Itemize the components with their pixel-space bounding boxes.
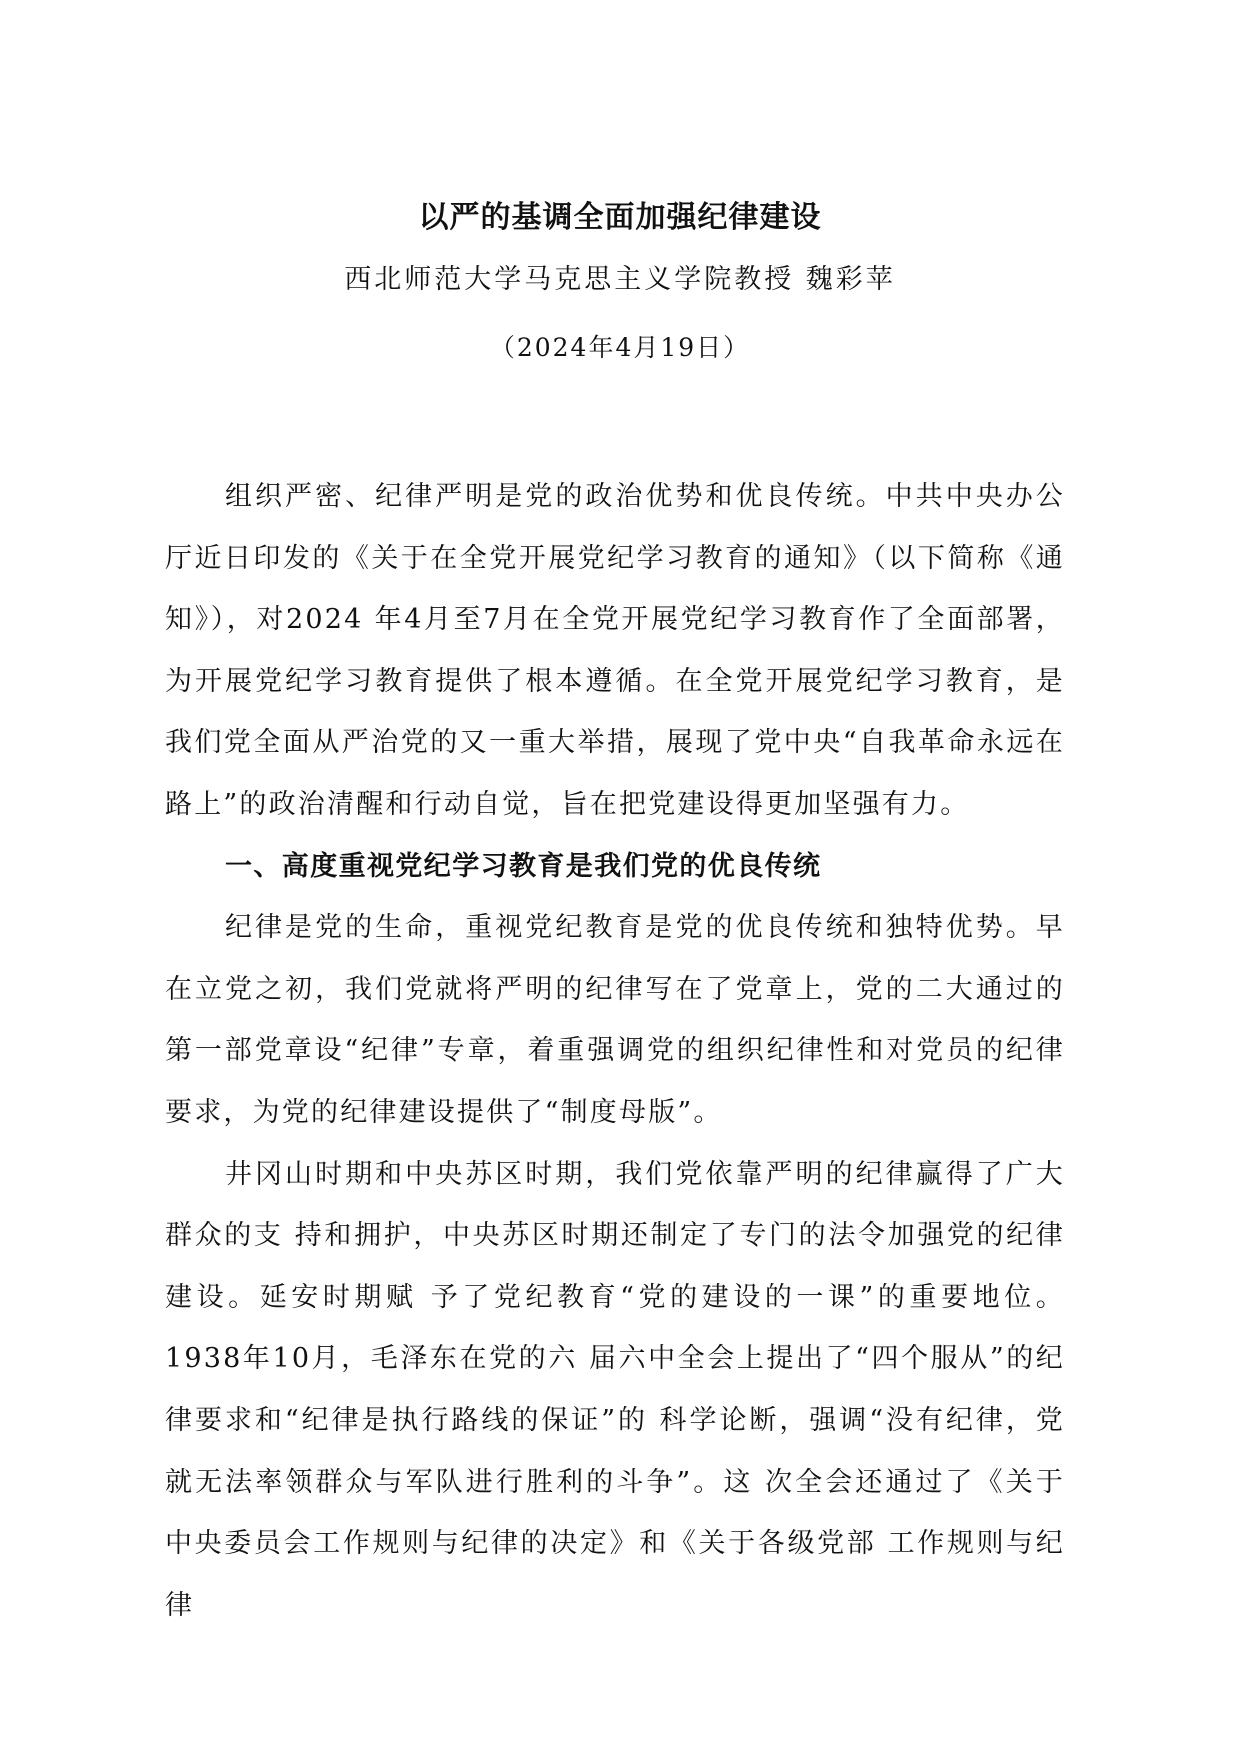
section-heading-1: 一、高度重视党纪学习教育是我们党的优良传统 bbox=[225, 850, 822, 882]
paragraph-intro: 组织严密、纪律严明是党的政治优势和优良传统。中共中央办公厅近日印发的《关于在全党开展党纪学习教育的通知》（以下简称《通知》），对2024 年4月至7月在全党开展党纪学习教育作了全面部署，为开展党纪学习教育提供了根本遵循。在全党开展党纪学习教育，是我们党全面从严治党的又一重大举措，展现了党中央“自我革命永远在路上”的政治清醒和行动自觉，旨在把党建设得更加坚强有力。 bbox=[165, 481, 1065, 820]
paragraph-history: 井冈山时期和中央苏区时期，我们党依靠严明的纪律赢得了广大群众的支 持和拥护，中央苏区时期还制定了专门的法令加强党的纪律建设。延安时期赋 予了党纪教育“党的建设的一课”的重要地位。1938年10月，毛泽东在党的六 届六中全会上提出了“四个服从”的纪律要求和“纪律是执行路线的保证”的 科学论断，强调“没有纪律，党就无法率领群众与军队进行胜利的斗争”。这 次全会还通过了《关于中央委员会工作规则与纪律的决定》和《关于各级党部 工作规则与纪律 bbox=[165, 1158, 1065, 1621]
author-line: 西北师范大学马克思主义学院教授 魏彩苹 bbox=[344, 264, 896, 295]
paragraph-discipline-life: 纪律是党的生命，重视党纪教育是党的优良传统和独特优势。早在立党之初，我们党就将严明的纪律写在了党章上，党的二大通过的第一部党章设“纪律”专章，着重强调党的组织纪律性和对党员的纪律要求，为党的纪律建设提供了“制度母版”。 bbox=[165, 912, 1065, 1128]
document-body bbox=[165, 466, 1065, 1636]
document-title: 以严的基调全面加强纪律建设 bbox=[418, 200, 822, 235]
document-date: （2024年4月19日） bbox=[489, 333, 751, 362]
